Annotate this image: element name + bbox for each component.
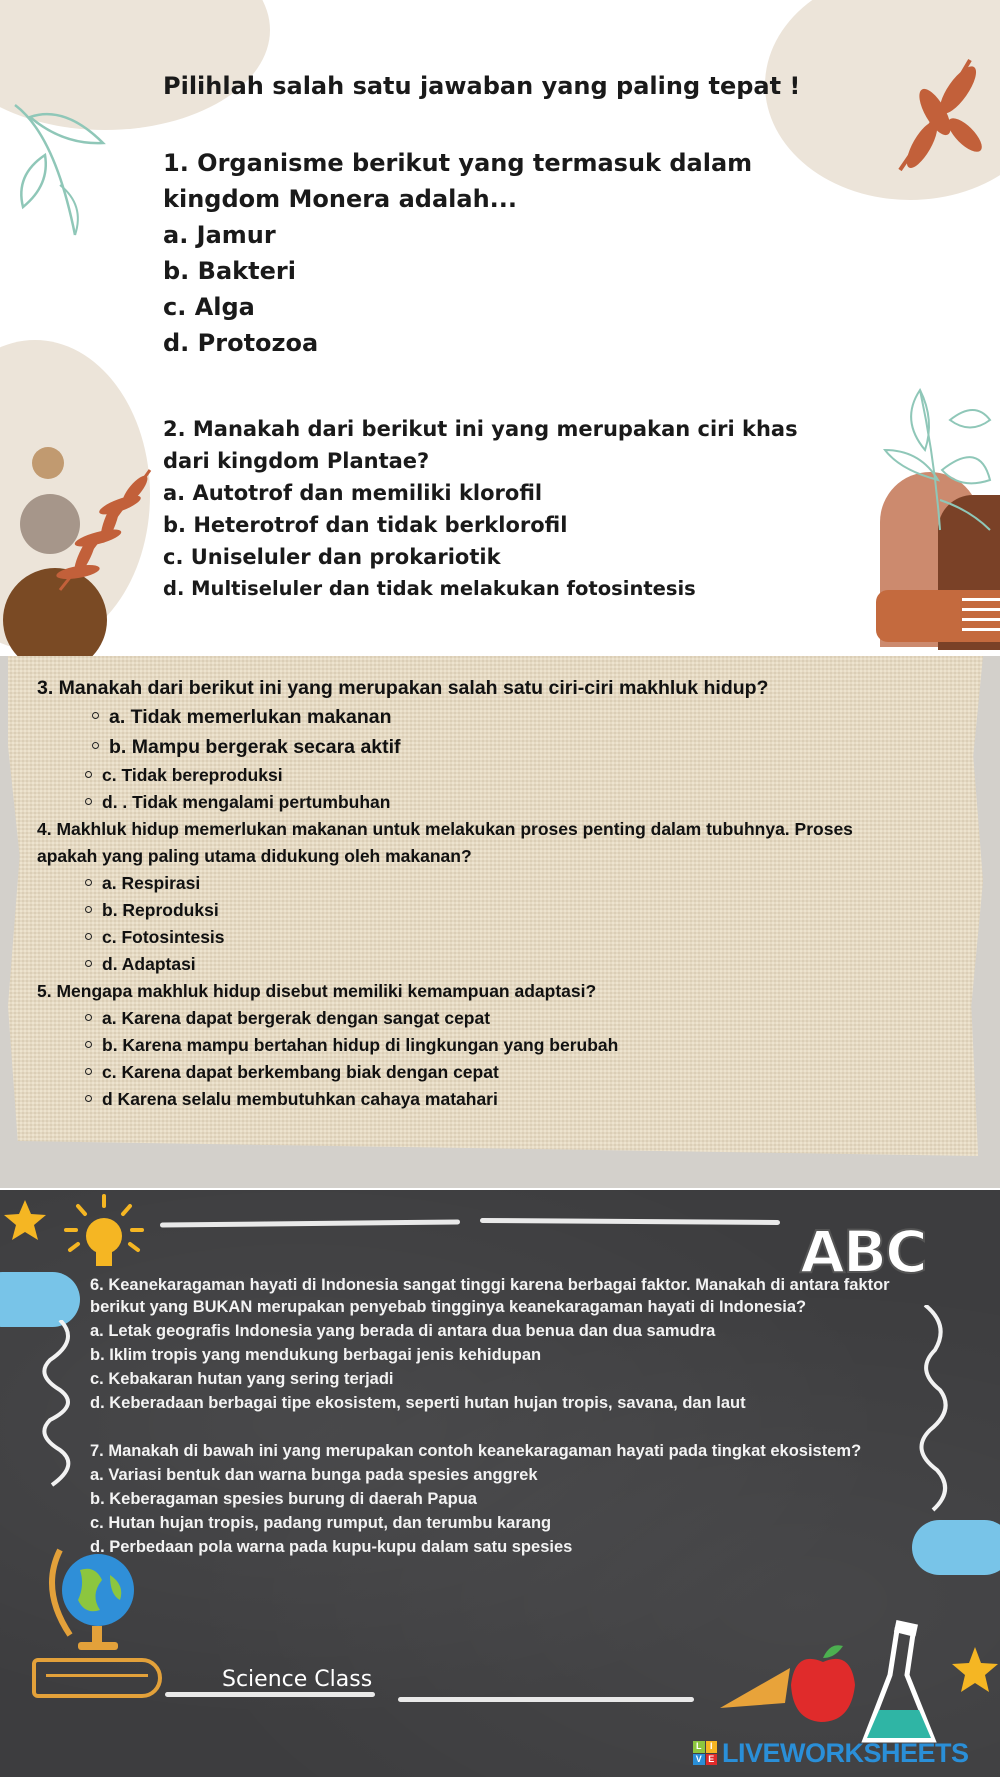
q4-option-b-label: b. Reproduksi bbox=[102, 900, 219, 920]
chalk-squiggle-left bbox=[40, 1320, 80, 1500]
q4-option-d-label: d. Adaptasi bbox=[102, 954, 196, 974]
teal-leaf-icon bbox=[5, 95, 115, 245]
q2-option-a[interactable]: a. Autotrof dan memiliki klorofil bbox=[163, 481, 543, 505]
q1-option-a[interactable]: a. Jamur bbox=[163, 221, 276, 249]
q1-option-d[interactable]: d. Protozoa bbox=[163, 329, 319, 357]
q5-option-c-label: c. Karena dapat berkembang biak dengan cepat bbox=[102, 1062, 499, 1082]
q7-option-c[interactable]: c. Hutan hujan tropis, padang rumput, dan terumbu karang bbox=[90, 1514, 552, 1532]
bullet-icon bbox=[85, 798, 92, 805]
bullet-icon bbox=[85, 771, 92, 778]
orange-pot-base bbox=[876, 590, 1000, 642]
q1-option-b[interactable]: b. Bakteri bbox=[163, 257, 296, 285]
bullet-icon bbox=[85, 1068, 92, 1075]
question-4-line-2: apakah yang paling utama didukung oleh makanan? bbox=[37, 846, 472, 866]
worksheet-section-1 bbox=[0, 0, 1000, 656]
question-2-line-1: 2. Manakah dari berikut ini yang merupakan ciri khas bbox=[163, 417, 798, 441]
abc-title: ABC bbox=[800, 1218, 926, 1286]
orange-leaf-icon bbox=[880, 50, 990, 180]
q1-option-c[interactable]: c. Alga bbox=[163, 293, 255, 321]
chalk-squiggle-right bbox=[915, 1305, 955, 1515]
question-6-line-1: 6. Keanekaragaman hayati di Indonesia sangat tinggi karena berbagai faktor. Manakah di antara faktor bbox=[90, 1276, 890, 1294]
q3-option-d[interactable] bbox=[85, 792, 390, 813]
q3-option-b[interactable] bbox=[92, 736, 401, 759]
logo-letter: I bbox=[706, 1741, 718, 1753]
apple-icon bbox=[785, 1640, 860, 1730]
liveworksheets-brand[interactable]: LIVEWORKSHEETS bbox=[722, 1738, 969, 1768]
q3-option-a-label: a. Tidak memerlukan makanan bbox=[109, 706, 392, 728]
q6-option-c[interactable]: c. Kebakaran hutan yang sering terjadi bbox=[90, 1370, 394, 1388]
chalk-line bbox=[160, 1219, 460, 1227]
q6-option-d[interactable]: d. Keberadaan berbagai tipe ekosistem, seperti hutan hujan tropis, savana, dan laut bbox=[90, 1394, 746, 1412]
logo-letter: V bbox=[693, 1754, 705, 1766]
logo-letter: L bbox=[693, 1741, 705, 1753]
q4-option-b[interactable] bbox=[85, 900, 219, 921]
q2-option-b[interactable]: b. Heterotrof dan tidak berklorofil bbox=[163, 513, 568, 537]
q5-option-c[interactable] bbox=[85, 1062, 499, 1083]
question-5: 5. Mengapa makhluk hidup disebut memiliki kemampuan adaptasi? bbox=[37, 981, 597, 1001]
q6-option-a[interactable]: a. Letak geografis Indonesia yang berada di antara dua benua dan dua samudra bbox=[90, 1322, 716, 1340]
science-class-label: Science Class bbox=[222, 1667, 373, 1692]
question-1-line-1: 1. Organisme berikut yang termasuk dalam bbox=[163, 149, 753, 177]
liveworksheets-logo-icon bbox=[693, 1741, 717, 1765]
question-3: 3. Manakah dari berikut ini yang merupakan salah satu ciri-ciri makhluk hidup? bbox=[37, 677, 769, 699]
q3-option-b-label: b. Mampu bergerak secara aktif bbox=[109, 736, 401, 758]
question-6-line-2: berikut yang BUKAN merupakan penyebab tingginya keanekaragaman hayati di Indonesia? bbox=[90, 1298, 807, 1316]
blue-cloud-right bbox=[912, 1520, 1000, 1575]
worksheet-section-3-chalkboard bbox=[0, 1190, 1000, 1777]
q5-option-a[interactable] bbox=[85, 1008, 490, 1029]
logo-letter: E bbox=[706, 1754, 718, 1766]
q7-option-b[interactable]: b. Keberagaman spesies burung di daerah Papua bbox=[90, 1490, 477, 1508]
teal-plant-icon bbox=[880, 380, 1000, 540]
blue-cloud-left bbox=[0, 1272, 80, 1327]
q4-option-d[interactable] bbox=[85, 954, 196, 975]
question-2-line-2: dari kingdom Plantae? bbox=[163, 449, 430, 473]
bullet-icon bbox=[85, 1095, 92, 1102]
chalk-line bbox=[398, 1697, 694, 1702]
q5-option-b-label: b. Karena mampu bertahan hidup di lingkungan yang berubah bbox=[102, 1035, 619, 1055]
q4-option-c[interactable] bbox=[85, 927, 225, 948]
q2-option-c[interactable]: c. Uniseluler dan prokariotik bbox=[163, 545, 501, 569]
bullet-icon bbox=[92, 742, 99, 749]
star-icon bbox=[2, 1198, 48, 1242]
q3-option-c-label: c. Tidak bereproduksi bbox=[102, 765, 283, 785]
q2-option-d[interactable]: d. Multiseluler dan tidak melakukan fotosintesis bbox=[163, 577, 696, 600]
flask-icon bbox=[855, 1620, 945, 1750]
q4-option-a-label: a. Respirasi bbox=[102, 873, 201, 893]
q5-option-d-label: d Karena selalu membutuhkan cahaya matahari bbox=[102, 1089, 498, 1109]
chalk-line bbox=[165, 1692, 375, 1697]
question-7: 7. Manakah di bawah ini yang merupakan contoh keanekaragaman hayati pada tingkat ekosistem? bbox=[90, 1442, 862, 1460]
chalk-line bbox=[480, 1218, 780, 1225]
lightbulb-icon bbox=[58, 1192, 150, 1272]
orange-fern-icon bbox=[40, 460, 160, 600]
q5-option-d[interactable] bbox=[85, 1089, 498, 1110]
q6-option-b[interactable]: b. Iklim tropis yang mendukung berbagai jenis kehidupan bbox=[90, 1346, 542, 1364]
bullet-icon bbox=[85, 960, 92, 967]
q3-option-a[interactable] bbox=[92, 706, 392, 729]
q7-option-a[interactable]: a. Variasi bentuk dan warna bunga pada spesies anggrek bbox=[90, 1466, 538, 1484]
book-stack bbox=[32, 1658, 162, 1698]
instruction-heading: Pilihlah salah satu jawaban yang paling tepat ! bbox=[163, 72, 801, 100]
q5-option-a-label: a. Karena dapat bergerak dengan sangat cepat bbox=[102, 1008, 491, 1028]
bullet-icon bbox=[85, 1041, 92, 1048]
bullet-icon bbox=[85, 879, 92, 886]
q3-option-d-label: d. . Tidak mengalami pertumbuhan bbox=[102, 792, 391, 812]
q5-option-b[interactable] bbox=[85, 1035, 618, 1056]
star-icon bbox=[950, 1645, 1000, 1695]
q7-option-d[interactable]: d. Perbedaan pola warna pada kupu-kupu dalam satu spesies bbox=[90, 1538, 573, 1556]
q4-option-a[interactable] bbox=[85, 873, 200, 894]
question-1-line-2: kingdom Monera adalah... bbox=[163, 185, 518, 213]
ruler-icon bbox=[715, 1658, 795, 1718]
bullet-icon bbox=[92, 712, 99, 719]
q4-option-c-label: c. Fotosintesis bbox=[102, 927, 225, 947]
globe-icon bbox=[40, 1540, 140, 1660]
bullet-icon bbox=[85, 933, 92, 940]
question-4-line-1: 4. Makhluk hidup memerlukan makanan untuk melakukan proses penting dalam tubuhnya. Proses bbox=[37, 819, 853, 839]
worksheet-section-2 bbox=[0, 656, 1000, 1188]
q3-option-c[interactable] bbox=[85, 765, 283, 786]
bullet-icon bbox=[85, 906, 92, 913]
bullet-icon bbox=[85, 1014, 92, 1021]
